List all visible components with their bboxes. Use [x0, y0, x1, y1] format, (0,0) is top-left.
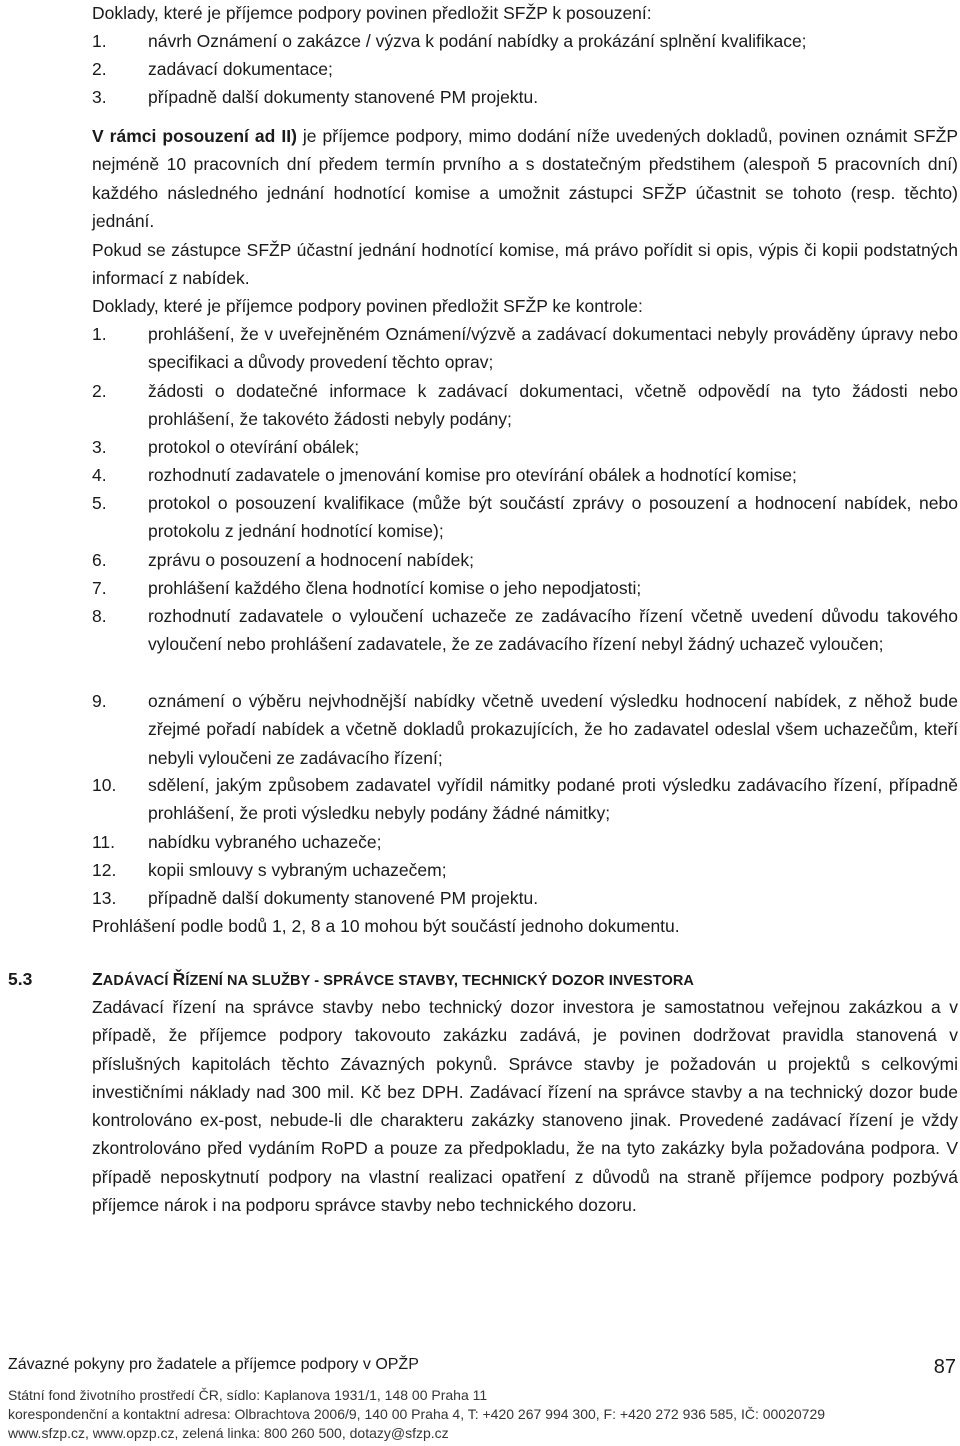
kontrola-item: oznámení o výběru nejvhodnější nabídky včetně uvedení výsledku hodnocení nabídek, z něhož bude zřejmé pořadí nabídek a včetně dokladů prokazujících, že ho zadavatel odeslal všem uchazečům, kteří nebyli vyloučeni ze zadávacího řízení;	[148, 691, 958, 768]
kontrola-item-number: 13.	[92, 888, 117, 908]
intro-heading: Doklady, které je příjemce podpory povinen předložit SFŽP k posouzení:	[92, 3, 652, 23]
section-title-part: ÍZENÍ NA SLUŽBY - SPRÁVCE STAVBY, TECHNICKÝ DOZOR INVESTORA	[185, 973, 694, 989]
kontrola-item-number: 2.	[92, 381, 107, 401]
kontrola-item: sdělení, jakým způsobem zadavatel vyřídil námitky podané proti výsledku zadávacího řízení, případně prohlášení, že proti výsledku nebyly podány žádné námitky;	[148, 775, 958, 824]
kontrola-heading: Doklady, které je příjemce podpory povinen předložit SFŽP ke kontrole:	[92, 296, 643, 316]
intro-item: návrh Oznámení o zakázce / výzva k podání nabídky a prokázání splnění kvalifikace;	[148, 31, 807, 51]
paragraph-text: je příjemce podpory, mimo dodání níže uvedených dokladů, povinen oznámit SFŽP nejméně 10 pracovních dní předem termín prvního a s dostatečným předstihem (alespoň 5 pracovních dní) každého následného jednání hodnotící komise a umožnit zástupci SFŽP účastnit se tohoto (resp. těchto) jednání.	[92, 126, 958, 231]
kontrola-item-number: 3.	[92, 437, 107, 457]
kontrola-note: Prohlášení podle bodů 1, 2, 8 a 10 mohou být součástí jednoho dokumentu.	[92, 916, 680, 936]
kontrola-item-number: 10.	[92, 775, 117, 795]
paragraph-pokud: Pokud se zástupce SFŽP účastní jednání hodnotící komise, má právo pořídit si opis, výpis či kopii podstatných informací z nabídek.	[92, 240, 958, 289]
intro-item-number: 3.	[92, 87, 107, 107]
footer-address: Státní fond životního prostředí ČR, sídlo: Kaplanova 1931/1, 148 00 Praha 11	[8, 1387, 488, 1403]
kontrola-item-number: 1.	[92, 324, 107, 344]
kontrola-item: rozhodnutí zadavatele o vyloučení uchazeče ze zadávacího řízení včetně uvedení důvodu takového vyloučení nebo prohlášení zadavatele, že ze zadávacího řízení nebyl žádný uchazeč vyloučen;	[148, 606, 958, 655]
kontrola-item-number: 11.	[92, 832, 116, 852]
kontrola-item: kopii smlouvy s vybraným uchazečem;	[148, 860, 447, 880]
section-body: Zadávací řízení na správce stavby nebo technický dozor investora je samostatnou veřejnou zakázkou a v případě, že příjemce podpory takovouto zakázku zadává, je povinen dodržovat pravidla stanovená v příslušných kapitolách těchto Závazných pokynů. Správce stavby je požadován u projektů s celkovými investičními náklady nad 300 mil. Kč bez DPH. Zadávací řízení na správce stavby a na technický dozor bude kontrolováno ex-post, nebude-li dle charakteru zakázky stanoveno jinak. Provedené zadávací řízení je vždy zkontrolováno před vydáním RoPD a pouze za předpokladu, že na tyto zakázky byla požadována podpora. V případě neposkytnutí podpory na vlastní realizaci opatření z důvodů na straně příjemce podpory pozbývá příjemce nárok i na podporu správce stavby nebo technického dozoru.	[92, 997, 958, 1216]
kontrola-item: prohlášení, že v uveřejněném Oznámení/výzvě a zadávací dokumentaci nebyly prováděny úpravy nebo specifikaci a důvody provedení těchto oprav;	[148, 324, 958, 373]
kontrola-item: prohlášení každého člena hodnotící komise o jeho nepodjatosti;	[148, 578, 642, 598]
intro-item: zadávací dokumentace;	[148, 59, 333, 79]
kontrola-item: případně další dokumenty stanovené PM projektu.	[148, 888, 539, 908]
section-number: 5.3	[8, 969, 33, 989]
kontrola-item: protokol o otevírání obálek;	[148, 437, 360, 457]
kontrola-item-number: 5.	[92, 493, 107, 513]
kontrola-item: žádosti o dodatečné informace k zadávací dokumentaci, včetně odpovědí na tyto žádosti nebo prohlášení, že takovéto žádosti nebyly podány;	[148, 381, 958, 430]
kontrola-item: rozhodnutí zadavatele o jmenování komise pro otevírání obálek a hodnotící komise;	[148, 465, 797, 485]
intro-item-number: 2.	[92, 59, 107, 79]
footer-web: www.sfzp.cz, www.opzp.cz, zelená linka: 800 260 500, dotazy@sfzp.cz	[8, 1425, 449, 1441]
section-title-part: ADÁVACÍ	[102, 973, 173, 989]
section-title	[92, 965, 694, 995]
section-title-cap: Z	[92, 969, 103, 989]
page-number: 87	[933, 1356, 956, 1378]
kontrola-item: zprávu o posouzení a hodnocení nabídek;	[148, 550, 474, 570]
kontrola-item: nabídku vybraného uchazeče;	[148, 832, 382, 852]
kontrola-item-number: 12.	[92, 860, 117, 880]
kontrola-item-number: 4.	[92, 465, 107, 485]
kontrola-item-number: 7.	[92, 578, 107, 598]
footer-contact: korespondenční a kontaktní adresa: Olbrachtova 2006/9, 140 00 Praha 4, T: +420 267 994 300, F: +420 272 936 585, IČ: 00020729	[8, 1406, 826, 1422]
intro-item: případně další dokumenty stanovené PM projektu.	[148, 87, 539, 107]
footer-document-title: Závazné pokyny pro žadatele a příjemce podpory v OPŽP	[8, 1356, 419, 1373]
kontrola-item-number: 8.	[92, 606, 107, 626]
kontrola-item: protokol o posouzení kvalifikace (může být součástí zprávy o posouzení a hodnocení nabídek, nebo protokolu z jednání hodnotící komise);	[148, 493, 958, 542]
paragraph-bold-lead: V rámci posouzení ad II)	[92, 126, 297, 146]
intro-item-number: 1.	[92, 31, 107, 51]
kontrola-item-number: 6.	[92, 550, 107, 570]
paragraph-ad-ii	[92, 122, 958, 235]
section-title-cap: Ř	[172, 969, 186, 989]
kontrola-item-number: 9.	[92, 691, 107, 711]
